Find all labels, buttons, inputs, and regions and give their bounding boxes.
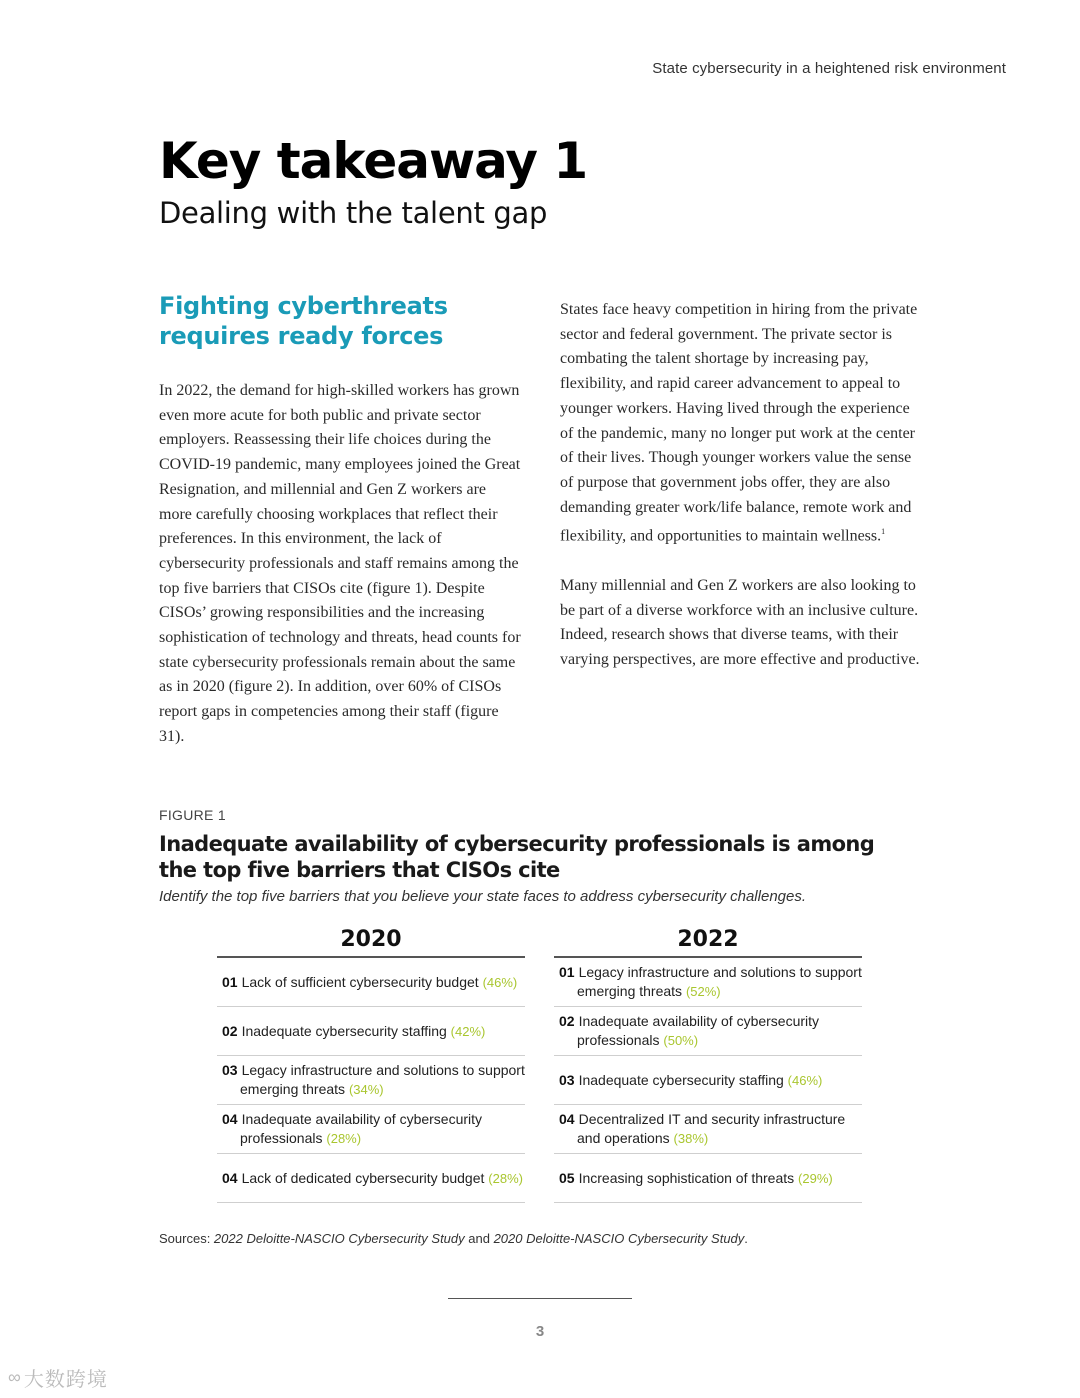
rank: 04	[559, 1111, 575, 1127]
rank: 02	[559, 1013, 575, 1029]
footer-divider	[448, 1298, 632, 1299]
barriers-table-2020	[217, 926, 525, 1203]
percentage: (28%)	[326, 1131, 362, 1146]
barrier-text: Inadequate availability of cybersecurity professionals	[240, 1111, 483, 1146]
source-2022-study: 2022 Deloitte-NASCIO Cybersecurity Study	[213, 1231, 465, 1246]
sources-suffix: .	[744, 1231, 748, 1246]
table-row	[217, 958, 525, 1007]
barrier-text: Lack of sufficient cybersecurity budget	[241, 973, 479, 990]
table-row	[217, 1105, 525, 1154]
table-row	[217, 1007, 525, 1056]
right-column	[560, 298, 922, 673]
rank: 04	[222, 1111, 238, 1127]
right-paragraph-1	[560, 298, 922, 549]
figure-subtitle: Identify the top five barriers that you believe your state faces to address cybersecurity challenges.	[159, 888, 807, 905]
footnote-marker: 1	[881, 527, 886, 537]
page-number: 3	[535, 1323, 545, 1340]
right-paragraph-1-text: States face heavy competition in hiring from the private sector and federal government. The private sector is combating the talent shortage by increasing pay, flexibility, and rapid career advancement to appeal to younger workers. Having lived through the experience of the pandemic, many no longer put work at the center of their lives. Though younger workers value the sense of purpose that government jobs offer, they are also demanding greater work/life balance, remote work and flexibility, and opportunities to maintain wellness.	[560, 301, 918, 545]
barrier-text: Legacy infrastructure and solutions to support emerging threats	[240, 1062, 525, 1097]
page-subtitle: Dealing with the talent gap	[159, 196, 548, 230]
percentage: (34%)	[348, 1082, 384, 1097]
watermark-logo-icon: ∞	[8, 1367, 22, 1387]
barrier-text: Inadequate cybersecurity staffing	[241, 1022, 447, 1039]
right-paragraph-2: Many millennial and Gen Z workers are also looking to be part of a diverse workforce with an inclusive culture. Indeed, research shows that diverse teams, with their varying perspectives, are more effective and productive.	[560, 577, 920, 669]
section-heading-line-1: Fighting cyberthreats	[159, 292, 448, 320]
year-header-2022: 2022	[554, 926, 862, 958]
barriers-table-2022	[554, 926, 862, 1203]
rank: 04	[222, 1169, 238, 1186]
rank: 05	[559, 1169, 575, 1186]
watermark	[8, 1363, 108, 1392]
barrier-text: Lack of dedicated cybersecurity budget	[241, 1169, 485, 1186]
section-heading	[159, 291, 521, 351]
table-row	[554, 1154, 862, 1203]
sources-prefix: Sources:	[159, 1231, 214, 1246]
percentage: (29%)	[798, 1170, 833, 1186]
table-row	[554, 1105, 862, 1154]
table-row	[217, 1056, 525, 1105]
table-row	[217, 1154, 525, 1203]
rank: 01	[222, 973, 238, 990]
percentage: (42%)	[450, 1023, 486, 1039]
left-column	[159, 291, 521, 750]
percentage: (52%)	[685, 984, 721, 999]
year-header-2020: 2020	[217, 926, 525, 958]
left-paragraph: In 2022, the demand for high-skilled workers has grown even more acute for both public and private sector employers. Reassessing their life choices during the COVID-19 pandemic, many employees joined the Great Resignation, and millennial and Gen Z workers are more carefully choosing workplaces that reflect their preferences. In this environment, the lack of cybersecurity professionals and staff remains among the top five barriers that CISOs cite (figure 1). Despite CISOs’ growing responsibilities and the increasing sophistication of technology and threats, head counts for state cybersecurity professionals remain about the same as in 2020 (figure 2). In addition, over 60% of CISOs report gaps in competencies among their staff (figure 31).	[159, 382, 521, 745]
table-row	[554, 1007, 862, 1056]
percentage: (46%)	[482, 974, 518, 990]
page-title: Key takeaway 1	[159, 132, 588, 190]
running-head: State cybersecurity in a heightened risk environment	[652, 60, 1006, 77]
rank: 02	[222, 1022, 238, 1039]
watermark-text: 大数跨境	[23, 1369, 108, 1391]
barrier-text: Decentralized IT and security infrastructure and operations	[577, 1111, 846, 1146]
sources-conjunction: and	[464, 1231, 494, 1246]
rank: 03	[222, 1062, 238, 1078]
rank: 01	[559, 964, 575, 980]
source-2020-study: 2020 Deloitte-NASCIO Cybersecurity Study	[493, 1231, 745, 1246]
rank: 03	[559, 1071, 575, 1088]
percentage: (50%)	[663, 1033, 699, 1048]
table-row	[554, 1056, 862, 1105]
barrier-text: Increasing sophistication of threats	[578, 1169, 795, 1186]
figure-title: Inadequate availability of cybersecurity professionals is among the top five barriers that CISOs cite	[159, 832, 875, 882]
barrier-text: Legacy infrastructure and solutions to support emerging threats	[577, 964, 862, 999]
sources-note	[159, 1231, 748, 1246]
percentage: (38%)	[673, 1131, 709, 1146]
percentage: (46%)	[787, 1072, 823, 1088]
barrier-text: Inadequate availability of cybersecurity professionals	[577, 1013, 820, 1048]
percentage: (28%)	[488, 1170, 523, 1186]
section-heading-line-2: requires ready forces	[159, 322, 444, 350]
barrier-text: Inadequate cybersecurity staffing	[578, 1071, 784, 1088]
figure-label: FIGURE 1	[159, 807, 226, 823]
table-row	[554, 958, 862, 1007]
